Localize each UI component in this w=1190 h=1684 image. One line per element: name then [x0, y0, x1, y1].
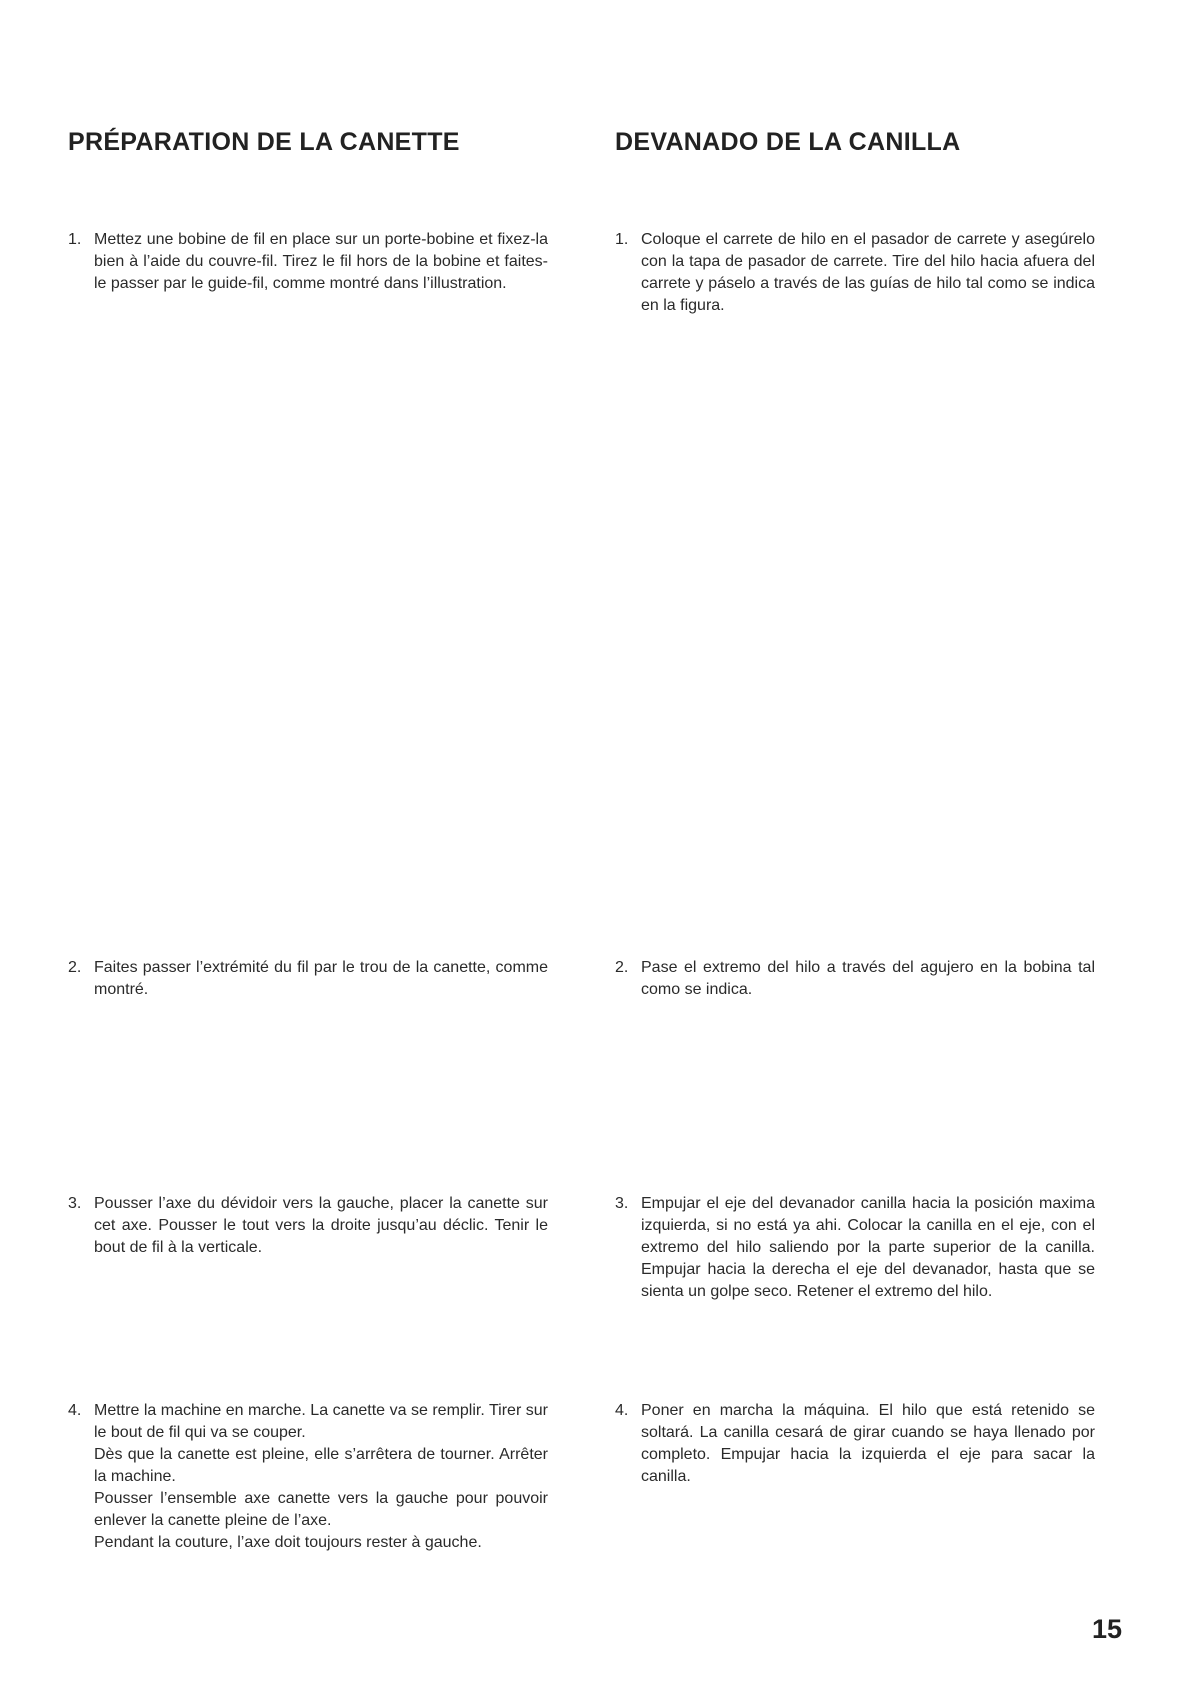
- french-step-1: [68, 229, 548, 295]
- step-text: Poner en marcha la máquina. El hilo que está retenido se soltará. La canilla cesará de girar cuando se haya llenado por completo. Empujar hacia la izquierda el eje para sacar la canilla.: [641, 1402, 1095, 1485]
- step-text: Pousser l’axe du dévidoir vers la gauche, placer la canette sur cet axe. Pousser le tout vers la droite jusqu’au déclic. Tenir le bout de fil à la verticale.: [94, 1195, 548, 1256]
- french-heading: PRÉPARATION DE LA CANETTE: [68, 128, 460, 156]
- french-step-3: [68, 1193, 548, 1259]
- page-number: 15: [1091, 1614, 1122, 1644]
- step-number: 4.: [68, 1402, 82, 1419]
- step-number: 2.: [68, 959, 82, 976]
- step-text: Empujar el eje del devanador canilla hacia la posición maxima izquierda, si no está ya ahi. Colocar la canilla en el eje, con el extremo del hilo saliendo por la parte superior de la canilla. Empujar hacia la derecha el eje del devanador, hasta que se sienta un golpe seco. Retener el extremo del hilo.: [641, 1195, 1095, 1300]
- step-text: Mettez une bobine de fil en place sur un porte-bobine et fixez-la bien à l’aide du couvre-fil. Tirez le fil hors de la bobine et faites-le passer par le guide-fil, comme montré dans l’illustration.: [94, 231, 548, 292]
- spanish-step-4: [615, 1400, 1095, 1488]
- spanish-step-1: [615, 229, 1095, 317]
- step-text: Mettre la machine en marche. La canette va se remplir. Tirer sur le bout de fil qui va se couper.: [94, 1402, 548, 1441]
- step-text: Coloque el carrete de hilo en el pasador de carrete y asegúrelo con la tapa de pasador de carrete. Tire del hilo hacia afuera del carrete y páselo a través de las guías de hilo tal como se indica en la figura.: [641, 231, 1095, 314]
- step-text: Pousser l’ensemble axe canette vers la gauche pour pouvoir enlever la canette pleine de l’axe.: [94, 1490, 548, 1529]
- step-number: 3.: [68, 1195, 82, 1212]
- spanish-step-2: [615, 957, 1095, 1001]
- spanish-step-3: [615, 1193, 1095, 1303]
- spanish-heading: DEVANADO DE LA CANILLA: [615, 128, 961, 156]
- french-step-2: [68, 957, 548, 1001]
- step-number: 4.: [615, 1402, 629, 1419]
- step-text: Dès que la canette est pleine, elle s’arrêtera de tourner. Arrêter la machine.: [94, 1446, 548, 1485]
- step-text: Pase el extremo del hilo a través del agujero en la bobina tal como se indica.: [641, 959, 1095, 998]
- step-number: 3.: [615, 1195, 629, 1212]
- step-number: 1.: [615, 231, 629, 248]
- step-number: 1.: [68, 231, 82, 248]
- step-number: 2.: [615, 959, 629, 976]
- step-text: Pendant la couture, l’axe doit toujours rester à gauche.: [94, 1534, 482, 1551]
- french-step-4: [68, 1400, 548, 1554]
- step-text: Faites passer l’extrémité du fil par le trou de la canette, comme montré.: [94, 959, 548, 998]
